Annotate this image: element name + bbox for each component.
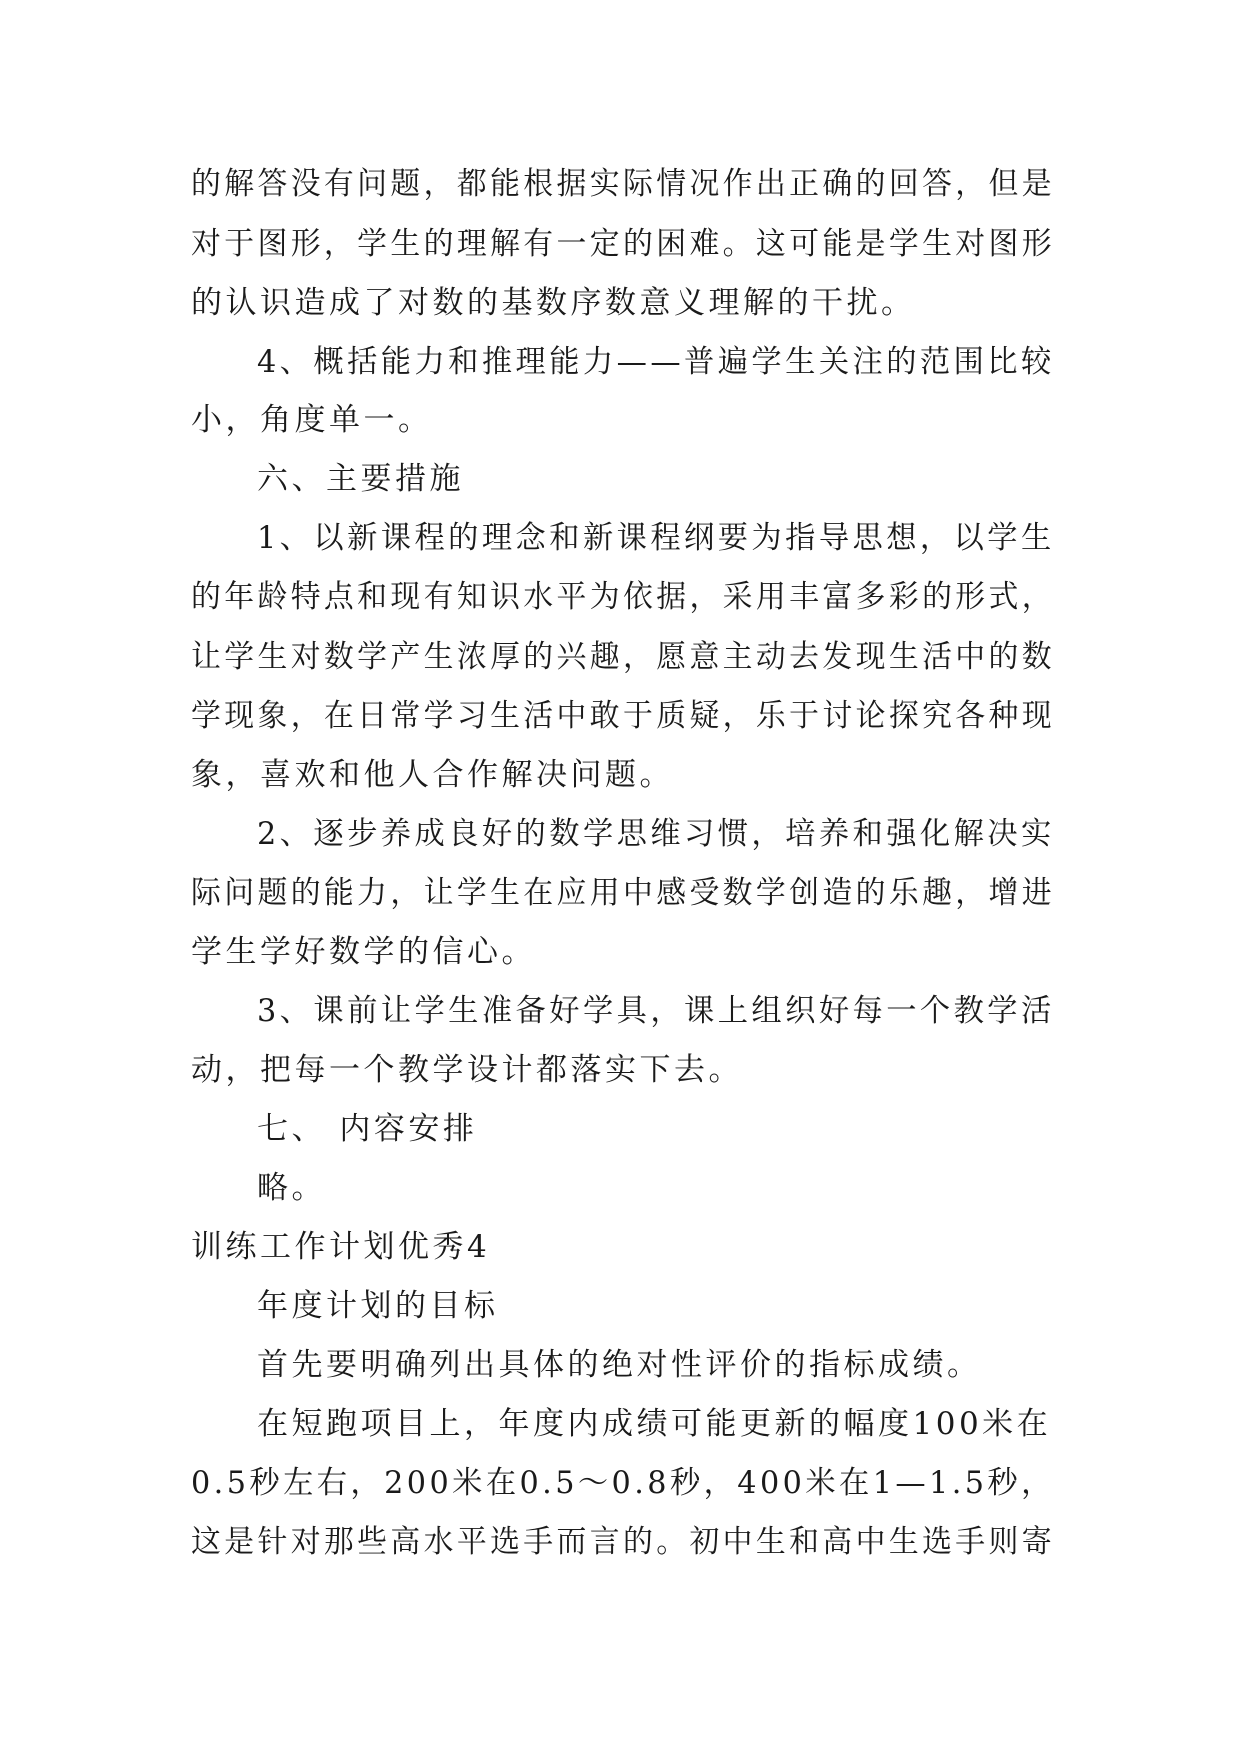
article-title: 训练工作计划优秀4	[191, 1229, 491, 1265]
section-heading: 六、主要措施	[257, 461, 464, 497]
text-line: 0.5秒左右，200米在0.5～0.8秒，400米在1—1.5秒，	[191, 1465, 1055, 1501]
text-line: 略。	[257, 1170, 326, 1206]
text-line: 首先要明确列出具体的绝对性评价的指标成绩。	[257, 1347, 982, 1383]
text-line: 4、概括能力和推理能力——普遍学生关注的范围比较	[257, 344, 1055, 380]
text-line: 的解答没有问题，都能根据实际情况作出正确的回答，但是	[191, 166, 1055, 202]
text-line: 学生学好数学的信心。	[191, 934, 536, 970]
text-line: 这是针对那些高水平选手而言的。初中生和高中生选手则寄	[191, 1524, 1055, 1560]
section-heading: 七、 内容安排	[257, 1111, 478, 1147]
text-line: 象，喜欢和他人合作解决问题。	[191, 757, 674, 793]
text-line: 2、逐步养成良好的数学思维习惯，培养和强化解决实	[257, 816, 1055, 852]
text-line: 3、课前让学生准备好学具，课上组织好每一个教学活	[257, 993, 1055, 1029]
text-line: 际问题的能力，让学生在应用中感受数学创造的乐趣，增进	[191, 875, 1055, 911]
section-heading: 年度计划的目标	[257, 1288, 499, 1324]
text-line: 动，把每一个教学设计都落实下去。	[191, 1052, 743, 1088]
text-line: 的认识造成了对数的基数序数意义理解的干扰。	[191, 285, 916, 321]
text-line: 在短跑项目上，年度内成绩可能更新的幅度100米在	[257, 1406, 1052, 1442]
text-line: 小，角度单一。	[191, 402, 433, 438]
text-line: 学现象，在日常学习生活中敢于质疑，乐于讨论探究各种现	[191, 698, 1055, 734]
text-line: 对于图形，学生的理解有一定的困难。这可能是学生对图形	[191, 226, 1055, 262]
text-line: 的年龄特点和现有知识水平为依据，采用丰富多彩的形式，	[191, 579, 1055, 615]
text-line: 让学生对数学产生浓厚的兴趣，愿意主动去发现生活中的数	[191, 639, 1055, 675]
text-line: 1、以新课程的理念和新课程纲要为指导思想，以学生	[257, 520, 1055, 556]
